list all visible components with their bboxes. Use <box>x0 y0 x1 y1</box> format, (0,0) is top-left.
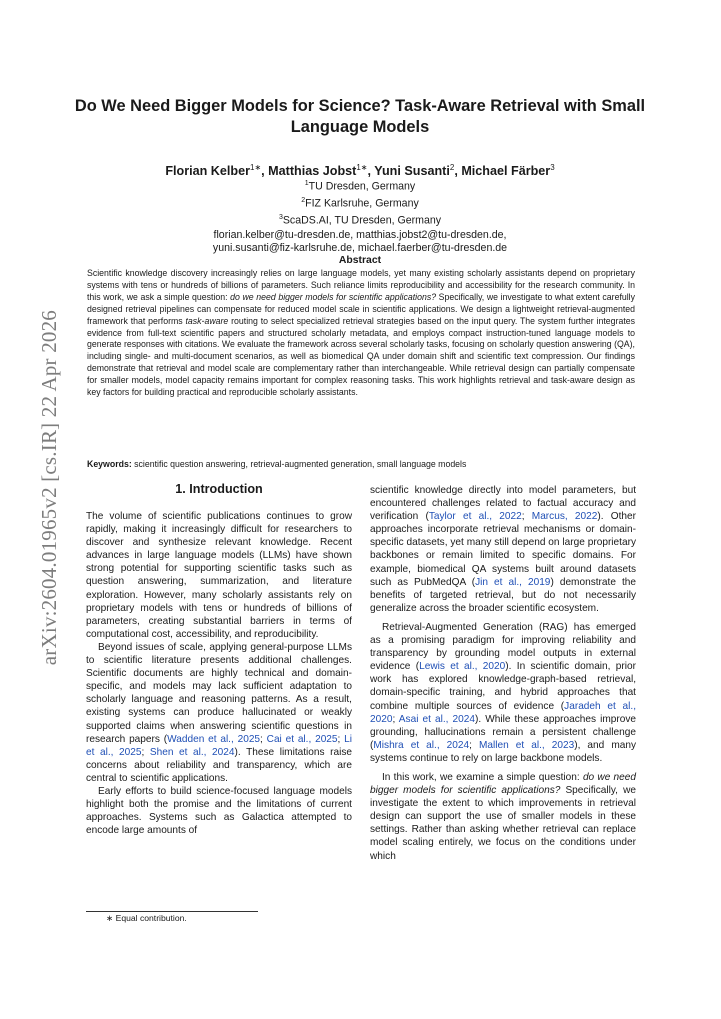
citation-link[interactable]: Shen et al., 2024 <box>149 746 235 758</box>
paragraph-segment: ) demonstrate the benefits of targeted retrieval, but do not necessarily generalize across the broader scientific ecosystem. <box>370 576 637 614</box>
keywords <box>87 458 635 470</box>
affiliations <box>70 177 650 256</box>
paragraph: Retrieval-Augmented Generation (RAG) has emerged as a promising paradigm for improving reliability and transparency by grounding model outputs in external evidence (Lewis et al., 2020). In scientific domain, prior work has explored knowledge-graph-based retrieval, domain-specific training, and hybrid approaches that combine multiple sources of evidence (Jaradeh et al., 2020; Asai et al., 2024). While these approaches improve grounding, hallucinations remain a persistent challenge (Mishra et al., 2024; Mallen et al., 2023), and many systems continue to rely on large backbone models. <box>370 621 637 764</box>
left-column <box>86 510 352 837</box>
affiliation-text: FIZ Karlsruhe, Germany <box>305 197 419 210</box>
citation-link[interactable]: Taylor et al., 2022 <box>428 511 522 523</box>
affiliation-text: TU Dresden, Germany <box>308 180 416 193</box>
author-name: Florian Kelber <box>165 164 251 179</box>
affiliation <box>70 194 650 211</box>
author-mark: 2 <box>449 163 455 172</box>
abstract-segment: Scientific knowledge discovery increasingly relies on large language models, yet many existing scholarly assistants depend on proprietary systems with tens or hundreds of billions of parameters. Such reliance limits reproducibility and accessibility for the research community. In this work, we ask a simple question: <box>87 268 635 302</box>
arxiv-id[interactable]: arXiv:2604.01965v2 [cs.IR] 22 Apr 2026 <box>37 310 61 666</box>
paragraph-segment: ). Other approaches incorporate retrieval mechanisms or domain-specific datasets, yet many still depend on large proprietary backbones or remain limited to specific domains. For example, biomedical QA systems built around datasets such as PubMedQA ( <box>370 511 636 588</box>
citation-link[interactable]: Lewis et al., 2020 <box>419 661 506 673</box>
paragraph: Early efforts to build science-focused language models highlight both the promise and the limitations of current approaches. Systems such as Galactica attempted to encode large amounts of <box>86 785 352 837</box>
paragraph: scientific knowledge directly into model parameters, but encountered challenges related to factual accuracy and verification (Taylor et al., 2022; Marcus, 2022). Other approaches incorporate retrieval mechanisms or domain-specific datasets, yet many still depend on large proprietary backbones or remain limited to specific domains. For example, biomedical QA systems built around datasets such as PubMedQA (Jin et al., 2019) demonstrate the benefits of targeted retrieval, but do not necessarily generalize across the broader scientific ecosystem. <box>370 485 637 614</box>
author-name: Michael Färber <box>461 164 551 179</box>
paragraph: Beyond issues of scale, applying general-purpose LLMs to scientific literature presents additional challenges. Scientific documents are highly technical and domain-specific, and models may lack sufficient adaptation to scholarly language and reasoning patterns. As a result, existing systems can produce hallucinated or weakly supported claims when answering scientific questions in research papers (Wadden et al., 2025; Cai et al., 2025; Li et al., 2025; Shen et al., 2024). These limitations raise concerns about reliability and transparency, which are central to scientific applications. <box>86 641 353 784</box>
right-column <box>370 484 636 863</box>
abstract-question: do we need bigger models for scientific applications? <box>230 291 437 302</box>
affiliation-text: ScaDS.AI, TU Dresden, Germany <box>282 215 442 227</box>
author-name: Yuni Susanti <box>374 164 450 179</box>
author-list: Florian Kelber$^{1∗}$, Matthias Jobst$^{1∗}$, Yuni Susanti$^2$, Michael Färber$^3$ <box>165 163 555 179</box>
paragraph-segment: Retrieval-Augmented Generation (RAG) has emerged as a promising paradigm for improving reliability and transparency by grounding model outputs in external evidence ( <box>370 621 636 673</box>
abstract-emphasis: task-aware <box>185 315 229 326</box>
abstract-segment: Specifically, we investigate to what extent carefully designed retrieval pipelines can compensate for reduced model scale in scientific applications. We design a lightweight retrieval-augmented framework that performs <box>87 291 635 326</box>
paragraph-segment: In this work, we examine a simple question: <box>382 771 583 783</box>
citation-link[interactable]: Mishra et al., 2024 <box>373 739 470 751</box>
paragraph-segment: ). In scientific domain, prior work has explored knowledge-graph-based retrieval, domain-specific training, and hybrid approaches that combine multiple sources of evidence ( <box>370 661 636 712</box>
citation-link[interactable]: Wadden et al., 2025 <box>167 733 261 745</box>
paragraph-segment: Beyond issues of scale, applying general-purpose LLMs to scientific literature presents additional challenges. Scientific documents are highly technical and domain-specific, and models may lack sufficient adaptation to scholarly language and reasoning patterns. As a result, existing systems can produce hallucinated or weakly supported claims when answering scientific questions in research papers ( <box>86 641 352 745</box>
author-mark: 1∗ <box>250 163 262 172</box>
paragraph: The volume of scientific publications continues to grow rapidly, making it increasingly difficult for researchers to discover and synthesize relevant knowledge. Recent advances in large language models (LLMs) have shown strong potential for supporting scientific tasks such as question answering, summarization, and literature exploration. However, many scholarly assistants rely on proprietary models with tens or hundreds of billions of parameters, creating substantial barriers in terms of computational cost, accessibility, and reproducibility. <box>86 511 352 640</box>
paragraph-segment: ). While these approaches improve grounding, hallucinations remain a persistent challenge ( <box>370 713 637 751</box>
affiliation <box>70 177 650 194</box>
email-line: yuni.susanti@fiz-karlsruhe.de, michael.faerber@tu-dresden.de <box>212 242 508 255</box>
paragraph <box>370 771 636 863</box>
affiliation-mark: 1 <box>304 180 309 187</box>
citation-link[interactable]: Cai et al., 2025 <box>266 733 338 745</box>
citation-link[interactable]: Asai et al., 2024 <box>398 713 475 725</box>
paragraph-segment: scientific knowledge directly into model parameters, but encountered challenges related to factual accuracy and verification ( <box>370 485 636 523</box>
affiliation-mark: 2 <box>301 197 306 205</box>
paragraph-segment: ). These limitations raise concerns about reliability and transparency, which are central to scientific applications. <box>86 746 353 784</box>
abstract-heading: Abstract <box>338 255 382 266</box>
footnote-rule <box>86 911 258 912</box>
affiliation <box>70 211 650 228</box>
abstract-segment: routing to select specialized retrieval strategies based on the input query. The system further integrates evidence from full-text scientific papers and structured scholarly metadata, and employs compact instruction-tuned language models to generate responses with citations. We evaluate the framework across several scholarly tasks, focusing on scholarly question answering (QA), including single- and multi-document scenarios, as well as biomedical QA under domain shift and scientific text compression. Our findings demonstrate that retrieval and model scale are complementary rather than interchangeable. While retrieval design can partially compensate for smaller models, model capacity remains important for complex reasoning tasks. This work highlights retrieval and task-aware design as key factors for building practical and reproducible scholarly assistants. <box>87 315 635 398</box>
section-heading: 1. Introduction <box>175 482 263 496</box>
author-mark: 1∗ <box>356 163 368 172</box>
citation-link[interactable]: Marcus, 2022 <box>531 511 598 523</box>
citation-link[interactable]: Jin et al., 2019 <box>475 576 551 588</box>
author-mark: 3 <box>550 163 555 172</box>
keywords-list: scientific question answering, retrieval-augmented generation, small language models <box>131 459 467 469</box>
paper-title: Do We Need Bigger Models for Science? Task-Aware Retrieval with Small Language Models <box>74 97 646 136</box>
affiliation-mark: 3 <box>278 214 283 222</box>
keywords-label: Keywords: <box>87 459 132 469</box>
paragraph-segment: Specifically, we investigate the extent to which improvements in retrieval design can support the use of smaller models in these settings. Rather than asking whether retrieval can replace model scaling entirely, we focus on the conditions under which <box>370 785 636 862</box>
footnote: ∗ Equal contribution. <box>106 913 187 923</box>
citation-link[interactable]: Mallen et al., 2023 <box>479 739 575 751</box>
author-name: Matthias Jobst <box>268 164 357 179</box>
paragraph-segment: ), and many systems continue to rely on large backbone models. <box>370 739 636 764</box>
citation-link[interactable]: Jaradeh et al., 2020 <box>370 700 637 725</box>
research-question: do we need bigger models for scientific applications? <box>370 771 636 797</box>
email-line: florian.kelber@tu-dresden.de, matthias.jobst2@tu-dresden.de, <box>213 228 507 241</box>
citation-link[interactable]: Li et al., 2025 <box>86 733 352 758</box>
abstract-text <box>87 268 635 399</box>
